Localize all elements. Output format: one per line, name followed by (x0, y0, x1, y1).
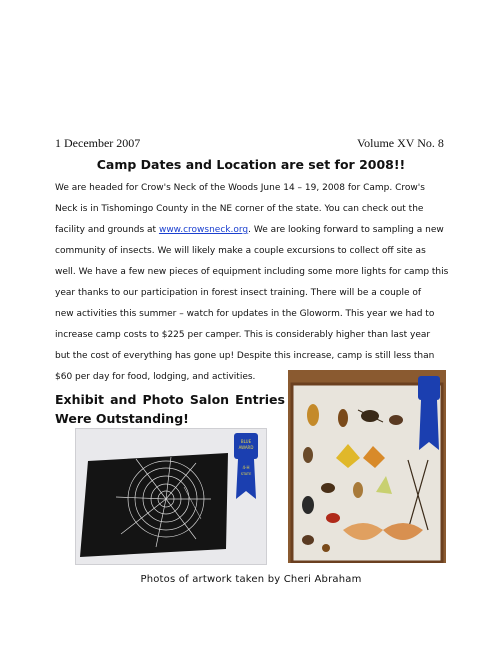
svg-text:4-H: 4-H (242, 465, 250, 470)
heading-word: Salon (189, 392, 230, 407)
photo-caption: Photos of artwork taken by Cheri Abraham (140, 574, 362, 585)
svg-text:BLUE: BLUE (240, 439, 252, 444)
section-heading (55, 390, 285, 428)
body-line: but the cost of everything has gone up! Despite this increase, camp is still less than (55, 351, 435, 361)
heading-word: and (110, 392, 137, 407)
svg-text:AWARD: AWARD (238, 445, 254, 450)
body-line-with-link (55, 220, 455, 241)
body-line: We are headed for Crow's Neck of the Woods June 14 – 19, 2008 for Camp. Crow's (55, 183, 425, 193)
insect-case-image (288, 370, 446, 563)
ribbon-icon (418, 376, 440, 450)
heading-word: Entries (235, 392, 285, 407)
body-text: facility and grounds at (55, 225, 159, 235)
article-body (55, 178, 455, 388)
spiderweb-photo (75, 428, 267, 565)
body-line: new activities this summer – watch for updates in the Gloworm. This year we had to (55, 309, 435, 319)
crowsneck-link[interactable]: www.crowsneck.org (158, 225, 249, 235)
issue-date: 1 December 2007 (55, 136, 141, 150)
heading-line-2: Were Outstanding! (55, 411, 189, 426)
heading-word: Exhibit (55, 392, 104, 407)
insect-case-photo (288, 370, 446, 563)
article-headline: Camp Dates and Location are set for 2008!! (96, 157, 406, 172)
body-line: well. We have a few new pieces of equipment including some more lights for camp this (55, 267, 449, 277)
issue-volume: Volume XV No. 8 (357, 136, 444, 150)
heading-word: Photo (142, 392, 184, 407)
svg-text:STATE: STATE (240, 472, 252, 476)
body-line: community of insects. We will likely make a couple excursions to collect off site as (55, 246, 426, 256)
body-line: increase camp costs to $225 per camper. This is considerably higher than last year (55, 330, 431, 340)
body-line: $60 per day for food, lodging, and activities. (55, 372, 256, 382)
spiderweb-image (76, 429, 266, 564)
body-text: . We are looking forward to sampling a new (248, 225, 444, 235)
body-line: year thanks to our participation in forest insect training. There will be a couple of (55, 288, 422, 298)
body-line: Neck is in Tishomingo County in the NE corner of the state. You can check out the (55, 204, 424, 214)
